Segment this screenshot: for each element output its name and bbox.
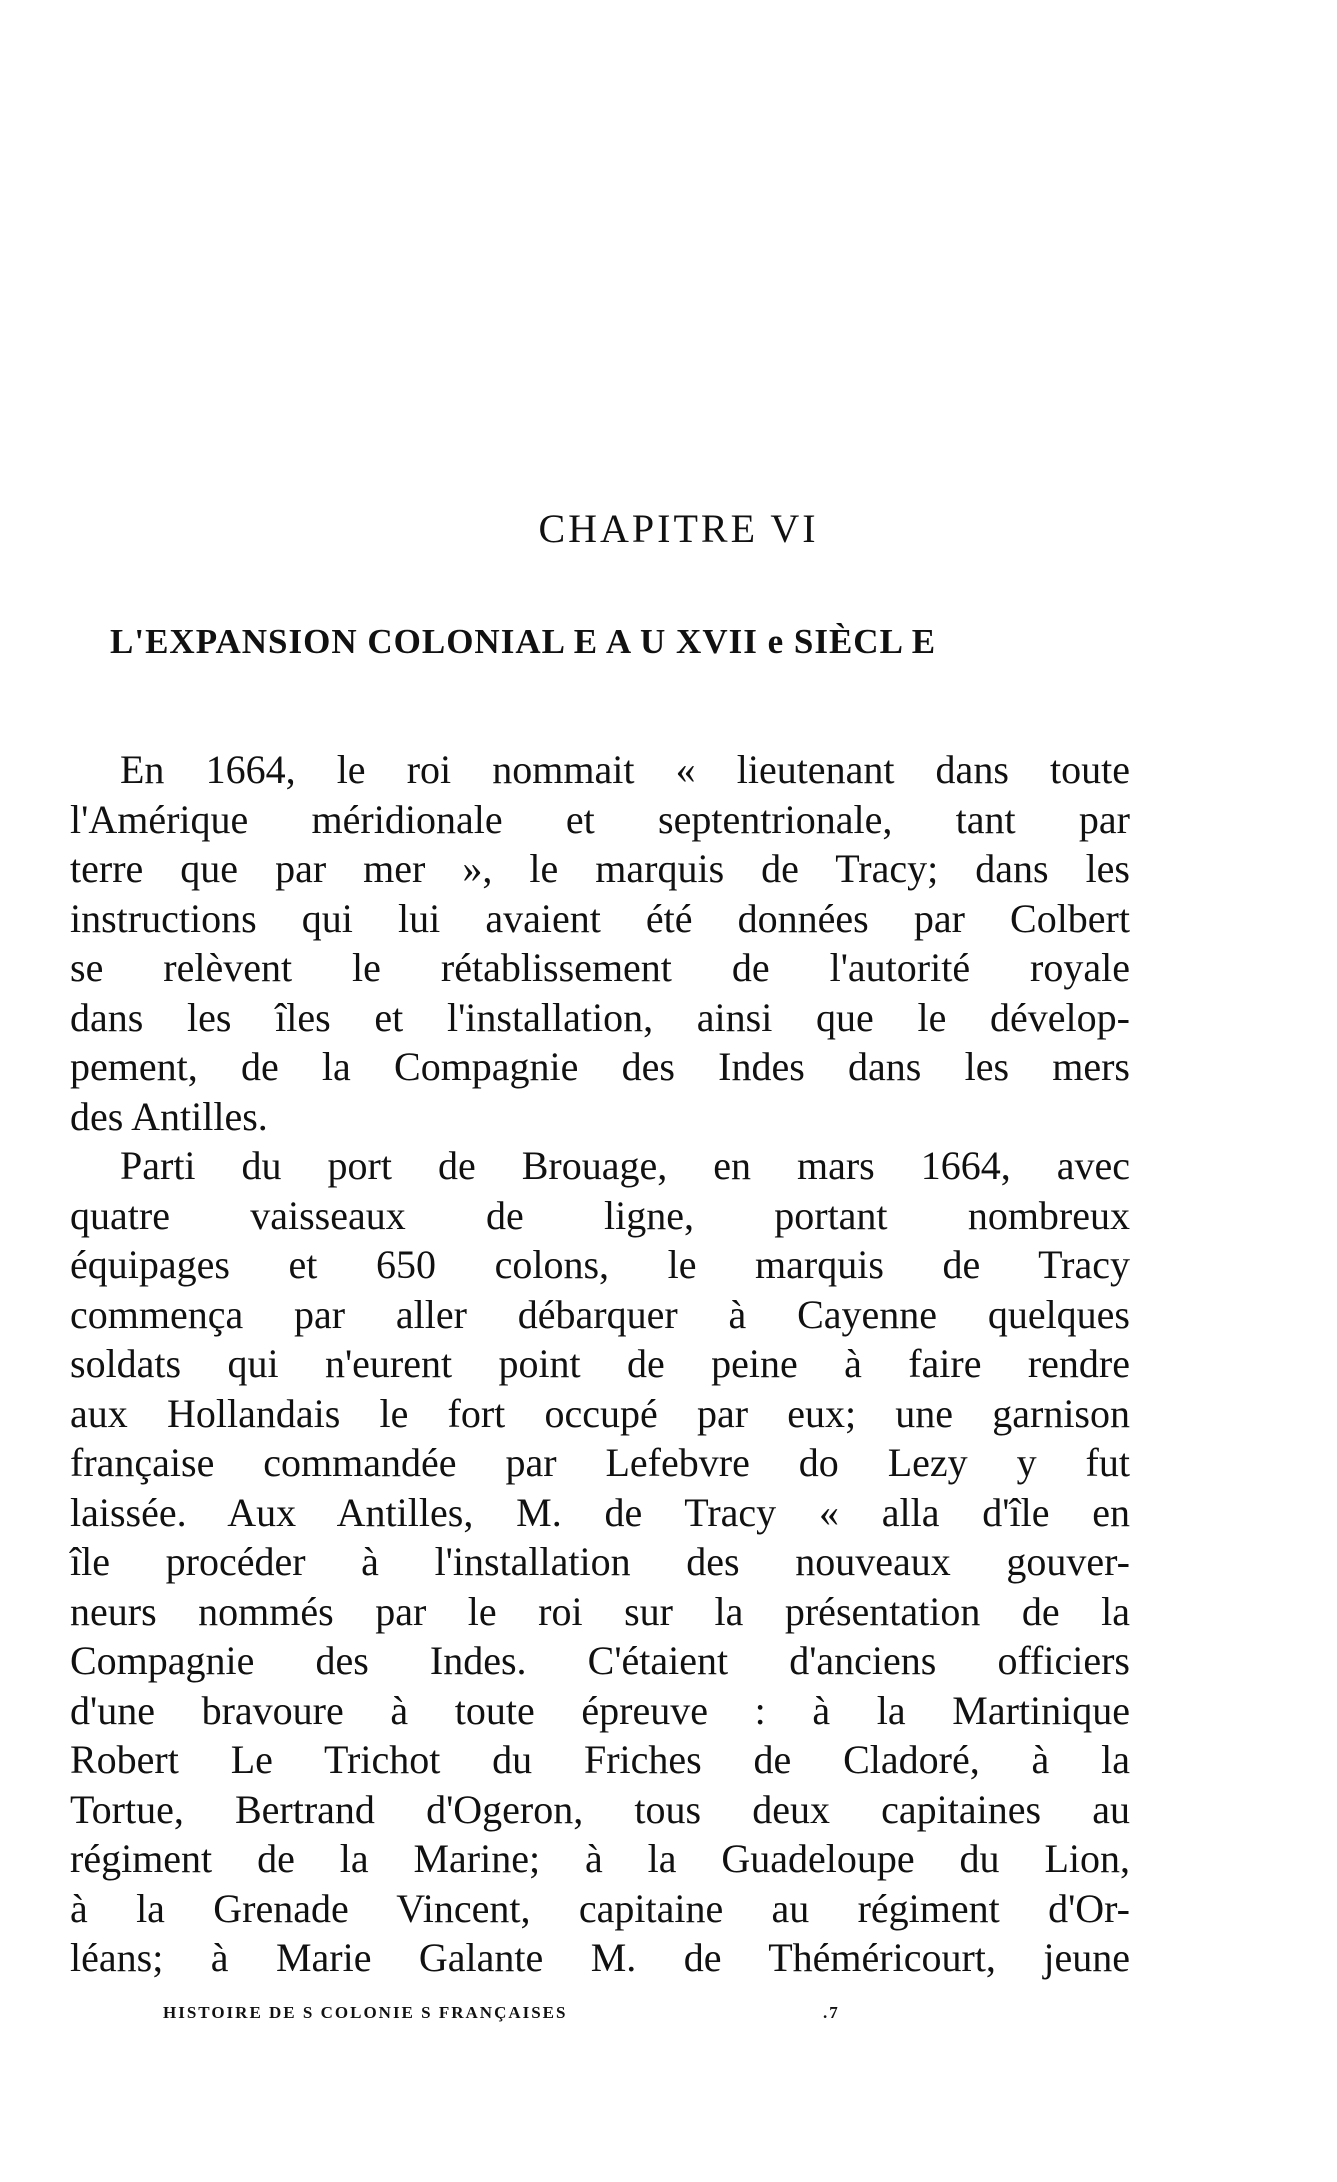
page-number: .7: [823, 2003, 840, 2022]
paragraph-1: [70, 745, 1130, 1141]
running-footer: HISTOIRE DE S COLONIE S FRANÇAISES: [163, 2003, 568, 2022]
text-line: En 1664, le roi nommait « lieutenant dans toute: [120, 747, 1130, 792]
text-line: Compagnie des Indes. C'étaient d'anciens officiers: [70, 1638, 1130, 1683]
text-line: régiment de la Marine; à la Guadeloupe du Lion,: [70, 1836, 1130, 1881]
text-line: léans; à Marie Galante M. de Théméricourt, jeune: [70, 1935, 1130, 1980]
text-line: française commandée par Lefebvre do Lezy y fut: [70, 1440, 1130, 1485]
text-line: Parti du port de Brouage, en mars 1664, avec: [120, 1143, 1130, 1188]
text-line: se relèvent le rétablissement de l'autorité royale: [70, 945, 1130, 990]
text-line: l'Amérique méridionale et septentrionale, tant par: [70, 796, 1130, 842]
text-line: dans les îles et l'installation, ainsi que le dévelop-: [70, 994, 1130, 1040]
text-line: pement, de la Compagnie des Indes dans les mers: [70, 1044, 1130, 1089]
chapter-title: L'EXPANSION COLONIAL E A U XVII e SIÈCL E: [110, 622, 937, 661]
text-line: Tortue, Bertrand d'Ogeron, tous deux capitaines au: [70, 1786, 1130, 1832]
text-line: quatre vaisseaux de ligne, portant nombreux: [70, 1192, 1130, 1238]
paragraph-2: [70, 1141, 1130, 1983]
text-line: île procéder à l'installation des nouveaux gouver-: [70, 1539, 1130, 1584]
text-line: commença par aller débarquer à Cayenne quelques: [70, 1291, 1130, 1337]
text-line: équipages et 650 colons, le marquis de Tracy: [70, 1242, 1130, 1287]
chapter-number: CHAPITRE VI: [538, 506, 819, 551]
text-line: neurs nommés par le roi sur la présentation de la: [70, 1588, 1130, 1634]
text-line: d'une bravoure à toute épreuve : à la Martinique: [70, 1687, 1130, 1733]
text-line: instructions qui lui avaient été données par Colbert: [70, 895, 1130, 941]
text-line: soldats qui n'eurent point de peine à faire rendre: [70, 1341, 1130, 1386]
text-line: des Antilles.: [70, 1093, 268, 1139]
text-line: Robert Le Trichot du Friches de Cladoré, à la: [70, 1737, 1130, 1782]
text-line: laissée. Aux Antilles, M. de Tracy « alla d'île en: [70, 1489, 1130, 1535]
text-line: à la Grenade Vincent, capitaine au régiment d'Or-: [70, 1885, 1130, 1931]
text-line: terre que par mer », le marquis de Tracy; dans les: [70, 846, 1130, 891]
text-line: aux Hollandais le fort occupé par eux; une garnison: [70, 1390, 1130, 1436]
body-text: [70, 745, 1130, 1983]
